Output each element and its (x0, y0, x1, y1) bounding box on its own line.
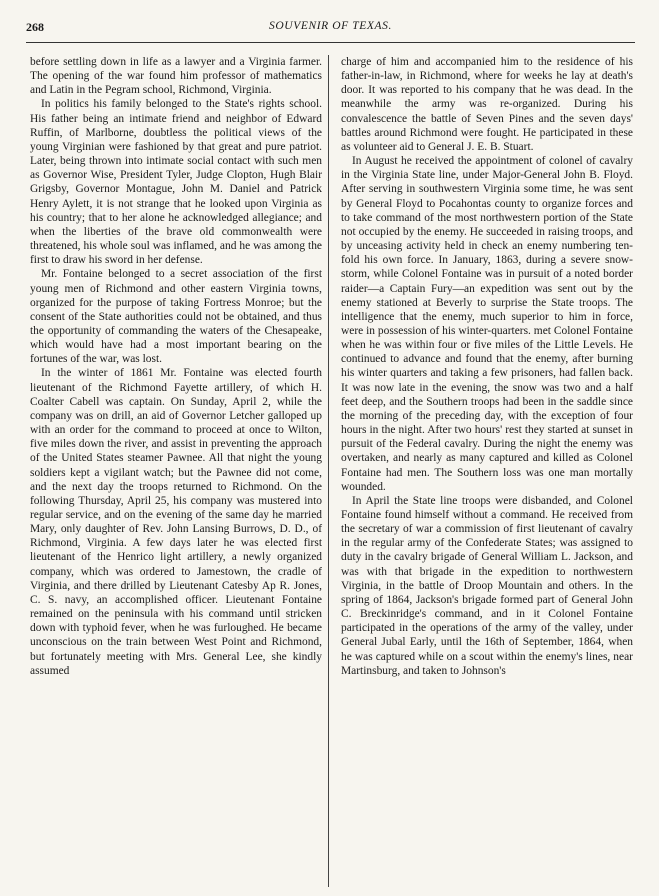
column-divider (328, 55, 329, 887)
paragraph: In August he received the appointment of colonel of cavalry in the Virginia State line, under Major-General John B. Floyd. After serving in southwestern Virginia some time, he was sent by General Floyd to Pocahontas county to organize forces and to take command of the most northwestern portion of the State not occupied by the enemy. He succeeded in raising troops, and by unceasing activity held in check an enemy numbering ten-fold his own force. In January, 1863, during a severe snow-storm, while Colonel Fontaine was in pursuit of a noted border raider—a Captain Fury—an expedition was sent out by the enemy stationed at Beverly to surprise the State troops. The intelligence that the enemy, much superior to him in force, were in possession of his winter-quarters. met Colonel Fontaine when he was within four or five miles of the Little Levels. He continued to advance and found that the enemy, after burning his winter quarters and taking a few prisoners, had fallen back. It was now late in the evening, the snow was two and a half feet deep, and the Southern troops had been in the saddle since the morning of the preceding day, with the exception of four hours in the night. After two hours' rest they started at sunset in pursuit of the Federal cavalry. During the night the enemy was overtaken, and nearly as many captured and killed as Colonel Fontaine had men. The Southern loss was one man mortally wounded. (341, 155, 633, 493)
page-number: 268 (26, 20, 44, 34)
paragraph: Mr. Fontaine belonged to a secret association of the first young men of Richmond and other eastern Virginia towns, organized for the purpose of taking Fortress Monroe; but the consent of the State authorities could not be obtained, and thus the opportunity of commanding the waters of the Chesapeake, which would have had a most important bearing on the fortunes of the war, was lost. (30, 268, 322, 366)
paragraph: In the winter of 1861 Mr. Fontaine was elected fourth lieutenant of the Richmond Fayette artillery, of which H. Coalter Cabell was captain. On Sunday, April 2, while the company was on drill, an aid of Governor Letcher galloped up with an order for the command to proceed at once to Wilton, five miles down the river, and assist in preventing the approach of the United States steamer Pawnee. All that night the young soldiers kept a vigilant watch; but the Pawnee did not come, and the next day the troops returned to Richmond. On the following Thursday, April 25, his company was mustered into regular service, and on the evening of the same day he married Mary, only daughter of Rev. John Lansing Burrows, D. D., of Richmond, Virginia. A few days later he was elected first lieutenant of the Henrico light artillery, a newly organized company, which was ordered to Jamestown, the cradle of Virginia, and there drilled by Lieutenant Catesby Ap R. Jones, C. S. navy, an accomplished officer. Lieutenant Fontaine remained on the peninsula with his command until stricken down with typhoid fever, when he was furloughed. He became unconscious on the train between West Point and Richmond, but fortunately meeting with Mrs. General Lee, she kindly assumed (30, 367, 322, 677)
right-column (341, 55, 633, 678)
paragraph: charge of him and accompanied him to the residence of his father-in-law, in Richmond, where for weeks he lay at death's door. It was reported to his company that he was dead. In the meanwhile the army was re-organized. During his convalescence the battle of Seven Pines and the seven days' battles around Richmond were fought. He participated in these as volunteer aid to General J. E. B. Stuart. (341, 56, 633, 153)
paragraph: In April the State line troops were disbanded, and Colonel Fontaine found himself without a command. He received from the secretary of war a commission of first lieutenant of cavalry in the regular army of the Confederate States; was assigned to duty in the cavalry brigade of General William L. Jackson, and was with that brigade in the expedition to northwestern Virginia, in the battle of Droop Mountain and others. In the spring of 1864, Jackson's brigade formed part of General John C. Breckinridge's command, and in it Colonel Fontaine participated in the operations of the army of the valley, under General Jubal Early, until the 16th of September, 1864, when he was captured while on a scout within the enemy's lines, near Martinsburg, and taken to Johnson's (341, 494, 633, 677)
running-title: SOUVENIR OF TEXAS. (269, 20, 392, 32)
paragraph: In politics his family belonged to the State's rights school. His father being an intimate friend and neighbor of Edward Ruffin, of Marlborne, doubtless the political views of the young Virginian were fashioned by that great and pure patriot. Later, being thrown into intimate social contact with such men as Governor Wise, President Tyler, Judge Clopton, Hugh Blair Grigsby, Governor Montague, John M. Daniel and Patrick Henry Aylett, it is not strange that he looked upon Virginia as his country; that to her alone he acknowledged allegiance; and when the liberties of the brave old commonwealth were threatened, his whole soul was inflamed, and he was among the first to draw his sword in her defense. (30, 98, 322, 267)
left-column (30, 55, 322, 678)
header-rule (26, 42, 635, 43)
paragraph: before settling down in life as a lawyer and a Virginia farmer. The opening of the war found him professor of mathematics and Latin in the Pegram school, Richmond, Virginia. (30, 56, 322, 97)
page-header (26, 20, 635, 38)
